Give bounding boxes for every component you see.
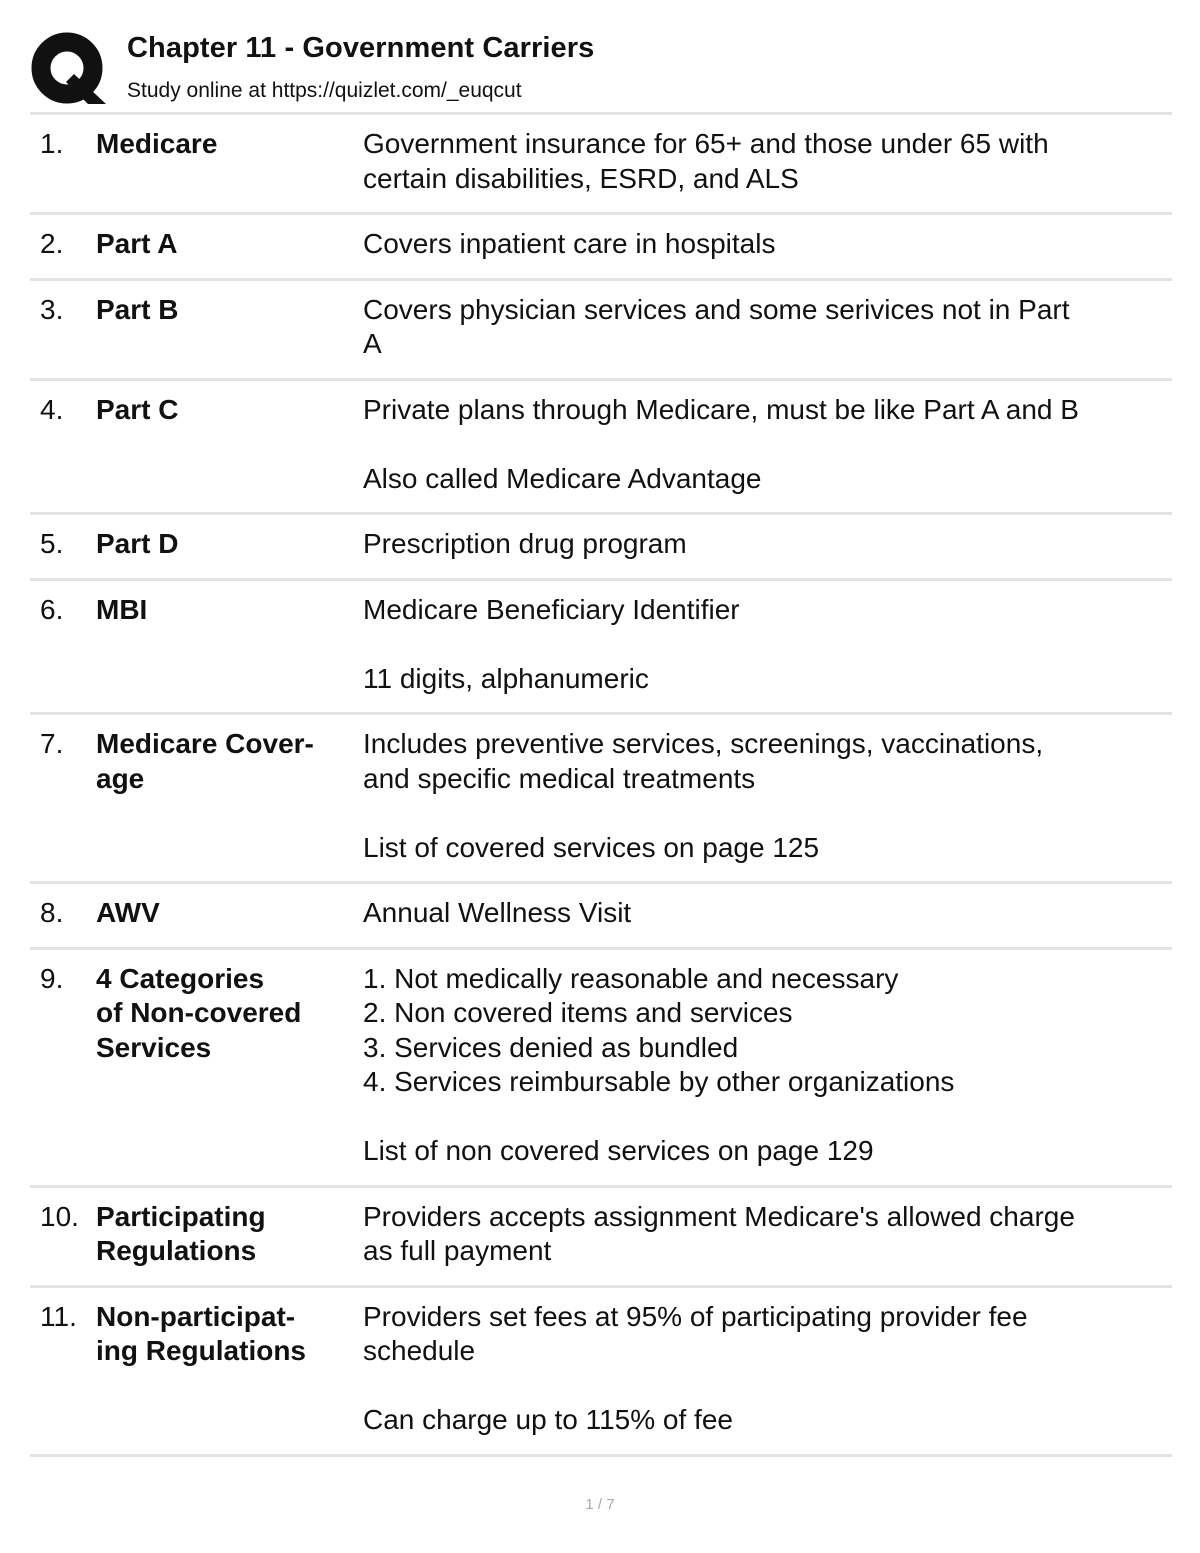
card-definition (363, 127, 1172, 196)
definition-line: List of covered services on page 125 (363, 831, 820, 863)
term-line: Non-participat- (96, 1300, 296, 1332)
term-line: age (96, 762, 145, 794)
card-number: 11. (40, 1300, 77, 1332)
card-number: 4. (40, 393, 64, 425)
quizlet-logo-icon (30, 32, 106, 104)
card-definition (363, 1300, 1172, 1438)
term-line: MBI (96, 593, 148, 625)
term-line: ing Regulations (96, 1335, 306, 1366)
definition-line: Annual Wellness Visit (363, 897, 632, 928)
card-row (30, 115, 1172, 215)
definition-line: 2. Non covered items and services (363, 997, 793, 1028)
card-definition (363, 593, 1172, 697)
card-row (30, 515, 1172, 581)
definition-line: Government insurance for 65+ and those under 65 with (363, 128, 1049, 159)
card-term (96, 393, 363, 428)
card-term (96, 227, 363, 262)
card-definition (363, 896, 1172, 931)
card-term (96, 293, 363, 328)
definition-line: Can charge up to 115% of fee (363, 1404, 733, 1435)
card-definition (363, 293, 1172, 362)
card-number: 5. (40, 528, 64, 559)
definition-line: certain disabilities, ESRD, and ALS (363, 162, 799, 194)
definition-line: A (363, 328, 382, 359)
paragraph-gap (363, 796, 1172, 831)
definition-line: List of non covered services on page 129 (363, 1135, 874, 1166)
card-number: 6. (40, 593, 64, 625)
card-row (30, 715, 1172, 884)
card-definition (363, 727, 1172, 865)
term-line: AWV (96, 897, 160, 928)
flashcard-list (30, 112, 1172, 1457)
card-number: 7. (40, 728, 64, 759)
definition-line: Prescription drug program (363, 528, 687, 559)
card-definition (363, 527, 1172, 562)
card-number: 10. (40, 1200, 79, 1232)
card-row (30, 215, 1172, 281)
definition-line: Also called Medicare Advantage (363, 462, 762, 494)
definition-line: Medicare Beneficiary Identifier (363, 593, 740, 625)
term-line: Medicare (96, 128, 218, 159)
card-row (30, 950, 1172, 1188)
definition-line: Covers inpatient care in hospitals (363, 228, 776, 259)
term-line: of Non-covered (96, 997, 302, 1028)
page-title: Chapter 11 - Government Carriers (127, 32, 595, 64)
card-term (96, 962, 363, 1066)
card-row (30, 1188, 1172, 1288)
definition-line: Providers accepts assignment Medicare's allowed charge (363, 1200, 1075, 1232)
definition-line: schedule (363, 1335, 476, 1366)
card-definition (363, 1200, 1172, 1269)
term-line: Part D (96, 528, 179, 559)
definition-line: Private plans through Medicare, must be like Part A and B (363, 393, 1079, 425)
term-line: Part A (96, 228, 178, 259)
card-definition (363, 393, 1172, 497)
term-line: Services (96, 1031, 212, 1063)
definition-line: 11 digits, alphanumeric (363, 662, 649, 694)
card-term (96, 1200, 363, 1269)
study-link-text: Study online at https://quizlet.com/_euqcut (127, 79, 522, 102)
term-line: Part B (96, 293, 179, 325)
card-number: 3. (40, 293, 64, 325)
card-row (30, 884, 1172, 950)
card-term (96, 727, 363, 796)
card-term (96, 1300, 363, 1369)
paragraph-gap (363, 627, 1172, 662)
paragraph-gap (363, 427, 1172, 462)
definition-line: and specific medical treatments (363, 762, 756, 794)
page-header (30, 30, 1172, 112)
term-line: 4 Categories (96, 962, 265, 994)
definition-line: as full payment (363, 1235, 552, 1266)
card-definition (363, 227, 1172, 262)
term-line: Regulations (96, 1235, 257, 1266)
card-row (30, 281, 1172, 381)
term-line: Part C (96, 393, 179, 425)
card-number: 2. (40, 228, 64, 259)
paragraph-gap (363, 1369, 1172, 1404)
card-term (96, 127, 363, 162)
definition-line: Includes preventive services, screenings, vaccinations, (363, 728, 1044, 759)
term-line: Participating (96, 1200, 266, 1232)
card-term (96, 593, 363, 628)
page-number: 1 / 7 (585, 1496, 615, 1513)
paragraph-gap (363, 1100, 1172, 1135)
definition-line: 1. Not medically reasonable and necessary (363, 962, 899, 994)
card-definition (363, 962, 1172, 1169)
card-term (96, 896, 363, 931)
card-number: 9. (40, 962, 64, 994)
card-row (30, 381, 1172, 516)
definition-line: Covers physician services and some serivices not in Part (363, 293, 1070, 325)
card-number: 1. (40, 128, 64, 159)
definition-line: Providers set fees at 95% of participating provider fee (363, 1300, 1028, 1332)
definition-line: 4. Services reimbursable by other organizations (363, 1066, 955, 1097)
term-line: Medicare Cover- (96, 728, 314, 759)
definition-line: 3. Services denied as bundled (363, 1031, 739, 1063)
card-row (30, 581, 1172, 716)
card-row (30, 1288, 1172, 1457)
card-number: 8. (40, 897, 64, 928)
card-term (96, 527, 363, 562)
